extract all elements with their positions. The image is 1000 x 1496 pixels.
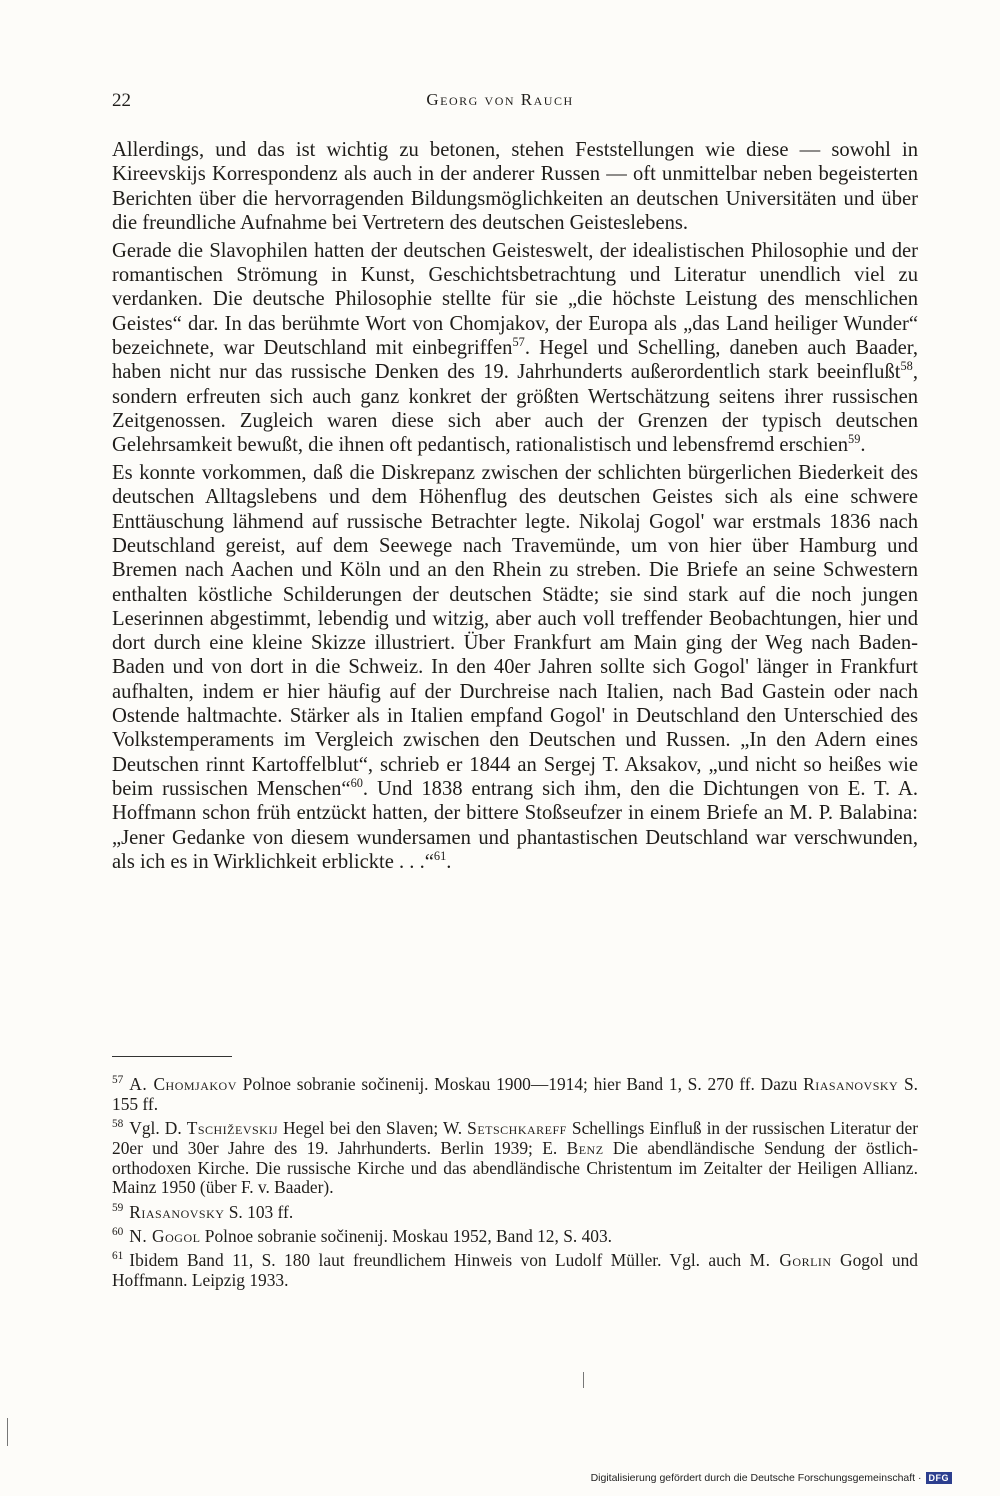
paragraph <box>112 461 918 874</box>
footnote-text: Die abendländische Sendung der östlich-orthodoxen Kirche. Die russische Kirche und das abendländische Christentum im Zeitalter der Heiligen Allianz. Mainz 1950 (über F. v. Baader). <box>112 1137 918 1198</box>
footnote-text: Polnoe sobranie sočinenij. Moskau 1900—1914; hier Band 1, S. 270 ff. Dazu <box>236 1074 804 1094</box>
footnote-text: Hegel bei den Slaven; W. <box>278 1117 468 1138</box>
footnote-number: 57 <box>112 1074 124 1087</box>
footnote-text: Schellings Einfluß in der russischen Literatur der 20er und 30er Jahre des 19. Jahrhunderts. Berlin 1939; E. <box>112 1117 918 1158</box>
footnote-text: S. 103 ff. <box>224 1201 294 1222</box>
paragraph-text: , sondern erfreuten sich auch ganz konkret der größten Wertschätzung seitens ihrer russischen Zeitgenossen. Zugleich waren diese sich aber auch der Grenzen der typisch deutschen Gelehrsamkeit bewußt, die ihnen oft pedantisch, rationalistisch und lebensfremd erschien <box>112 361 918 457</box>
footnote-ref: 57 <box>512 335 525 350</box>
credit-text: Digitalisierung gefördert durch die Deutsche Forschungsgemeinschaft · <box>590 1472 922 1484</box>
footnote-number: 60 <box>112 1225 124 1238</box>
footnote-author: Tschiževskij <box>186 1117 279 1138</box>
footnote-author: Setschkareff <box>467 1117 567 1138</box>
footnote-ref: 59 <box>848 432 861 447</box>
footnote-divider <box>112 1056 232 1057</box>
footnote-author: N. Gogol <box>129 1225 201 1246</box>
scan-speck <box>7 1418 8 1446</box>
footnotes <box>112 1075 918 1295</box>
footnote <box>112 1227 918 1247</box>
body-text <box>112 138 918 878</box>
footnote-text: Ibidem Band 11, S. 180 laut freundlichem Hinweis von Ludolf Müller. Vgl. auch <box>129 1249 750 1270</box>
paragraph-text: . <box>860 434 866 457</box>
paragraph-text: Es konnte vorkommen, daß die Diskrepanz zwischen der schlichten bürgerlichen Biederkeit des deutschen Alltagslebens und dem Höhenflug des deutschen Geistes sich als eine schwere Enttäuschung lähmend auf russische Betrachter legte. Nikolaj Gogol' war erstmals 1836 nach Deutschland gereist, auf dem Seewege nach Travemünde, um von hier über Hamburg und Bremen nach Aachen und Köln und an den Rhein zu streben. Die Briefe an seine Schwestern enthalten köstliche Schilderungen der deutschen Städte; sie sind stark auf die noch jungen Leserinnen abgestimmt, lebendig und witzig, aber auch voll treffender Beobachtungen, hier und dort durch eine kleine Skizze illustriert. Über Frankfurt am Main ging der Weg nach Baden-Baden und von dort in die Schweiz. In den 40er Jahren sollte sich Gogol' länger in Frankfurt aufhalten, indem er hier häufig auf der Durchreise nach Italien, nach Bad Gastein oder nach Ostende haltmachte. Stärker als in Italien empfand Gogol' in Deutschland den Unterschied des Volkstemperaments im Vergleich zwischen den Deutschen und Russen. „In den Adern eines Deutschen rinnt Kartoffelblut“, schrieb er 1844 an Sergej T. Aksakov, „und nicht so heißes wie beim russischen Menschen“ <box>112 462 918 800</box>
footnote-author: Benz <box>566 1137 604 1158</box>
paragraph <box>112 239 918 458</box>
footnote <box>112 1075 918 1115</box>
paragraph-text: Gerade die Slavophilen hatten der deutschen Geisteswelt, der idealistischen Philosophie und der romantischen Strömung in Kunst, Geschichtsbetrachtung und Literatur unendlich viel zu verdanken. Die deutsche Philosophie stellte für sie „die höchste Leistung des menschlichen Geistes“ dar. In das berühmte Wort von Chomjakov, der Europa als „das Land heiliger Wunder“ bezeichnete, war Deutschland mit einbegriffen <box>112 239 918 359</box>
footnote <box>112 1119 918 1198</box>
footnote-author: A. Chomjakov <box>129 1074 237 1094</box>
page-number: 22 <box>112 90 131 111</box>
footnote-ref: 61 <box>433 848 447 863</box>
footnote <box>112 1251 918 1291</box>
paragraph-text: . <box>446 850 452 873</box>
footnote-text: Polnoe sobranie sočinenij. Moskau 1952, Band 12, S. 403. <box>200 1225 613 1246</box>
footnote-number: 61 <box>112 1250 124 1263</box>
scan-speck <box>583 1372 584 1388</box>
footnote-text: Gogol und Hoffmann. Leipzig 1933. <box>112 1249 918 1290</box>
footnote-number: 59 <box>112 1201 124 1214</box>
digitization-credit <box>591 1472 952 1484</box>
paragraph-text: . Hegel und Schelling, daneben auch Baader, haben nicht nur das russische Denken des 19. Jahrhunderts außerordentlich stark beeinflußt <box>112 336 918 384</box>
running-head: Georg von Rauch <box>426 90 574 109</box>
footnote-number: 58 <box>112 1118 124 1131</box>
footnote <box>112 1203 918 1223</box>
footnote-ref: 60 <box>350 776 363 791</box>
footnote-author: Riasanovsky <box>803 1074 899 1094</box>
footnote-text: S. 155 ff. <box>112 1074 918 1114</box>
dfg-logo: DFG <box>926 1472 953 1484</box>
footnote-author: M. Gorlin <box>749 1249 832 1270</box>
paragraph-text: Allerdings, und das ist wichtig zu betonen, stehen Feststellungen wie diese — sowohl in Kireevskijs Korrespondenz als auch in der anderer Russen — oft unmittelbar neben begeisterten Berichten über die hervorragenden Bildungsmöglichkeiten an deutschen Universitäten und über die freundliche Aufnahme bei Vertretern des deutschen Geisteslebens. <box>112 139 918 234</box>
paragraph <box>112 138 918 235</box>
footnote-ref: 58 <box>900 359 913 374</box>
footnote-author: Riasanovsky <box>129 1201 225 1222</box>
footnote-text: Vgl. D. <box>129 1117 187 1138</box>
paragraph-text: . Und 1838 entrang sich ihm, den die Dichtungen von E. T. A. Hoffmann schon früh entzückt hatten, der bittere Stoßseufzer in einem Briefe an M. P. Balabina: „Jener Gedanke von diesem wundersamen und phantastischen Deutschland war verschwunden, als ich es in Wirklichkeit erblickte . . .“ <box>112 777 918 873</box>
